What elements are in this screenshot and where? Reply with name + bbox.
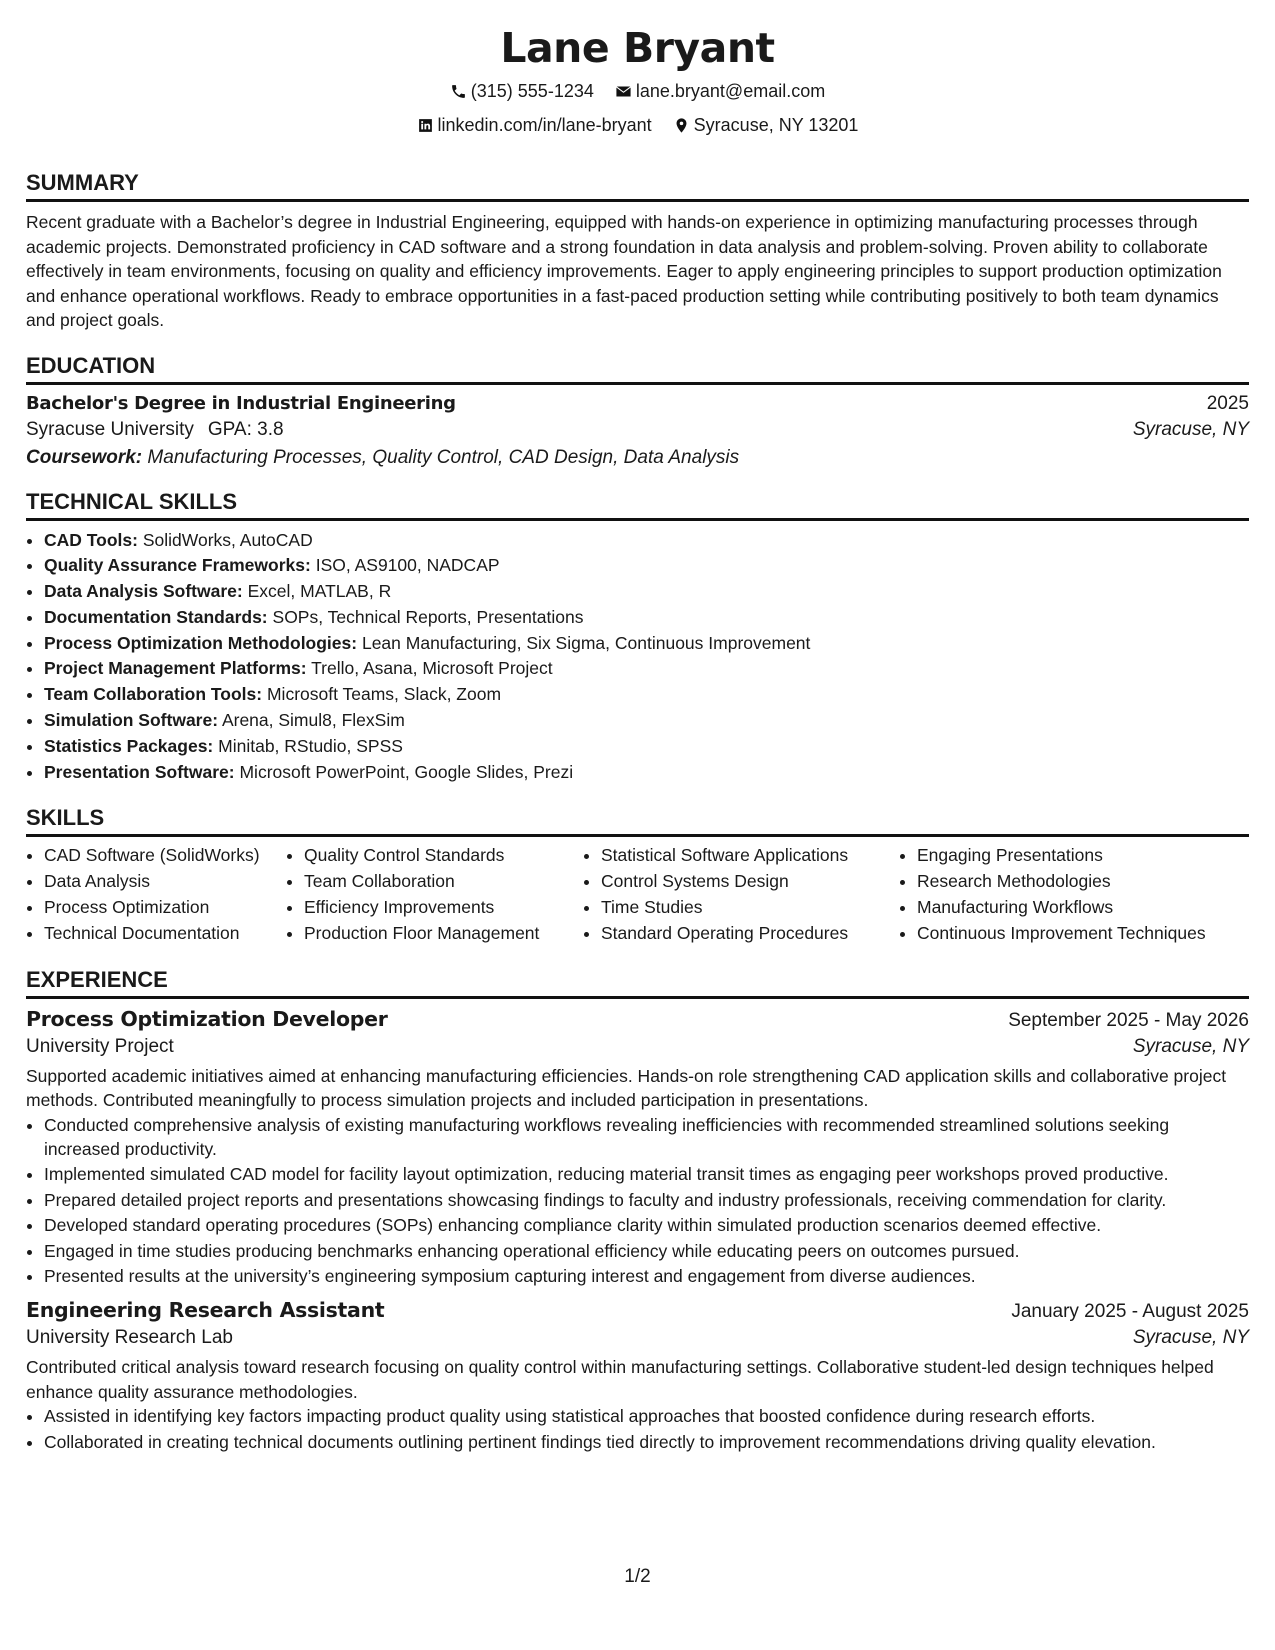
- skill-value: Microsoft Teams, Slack, Zoom: [266, 684, 502, 705]
- skill-value: Excel, MATLAB, R: [247, 581, 392, 602]
- list-item: • Technical Documentation: [44, 921, 286, 947]
- phone-contact: [450, 76, 594, 107]
- job-title-row: [26, 1298, 1249, 1323]
- list-item: • Quality Control Standards: [304, 843, 583, 869]
- list-item: • Efficiency Improvements: [304, 895, 583, 921]
- linkedin-icon: [417, 117, 434, 134]
- list-item: • CAD Software (SolidWorks): [44, 843, 286, 869]
- email-contact[interactable]: [615, 76, 825, 107]
- phone-text: (315) 555-1234: [470, 81, 594, 101]
- technical-skills-list: [26, 528, 1249, 786]
- skill-value: Microsoft PowerPoint, Google Slides, Prezi: [239, 761, 574, 782]
- skills-column-2: [286, 843, 583, 946]
- list-item: • Assisted in identifying key factors impacting product quality using statistical approaches that boosted confidence during research efforts.: [44, 1404, 1249, 1428]
- job-dates: September 2025 - May 2026: [1008, 1009, 1249, 1031]
- school-info: [26, 419, 284, 441]
- job-bullets: [26, 1404, 1249, 1454]
- list-item: • Control Systems Design: [601, 869, 899, 895]
- coursework: [26, 447, 1249, 469]
- list-item: • Developed standard operating procedures (SOPs) enhancing compliance clarity within simulated production scenarios deemed effective.: [44, 1213, 1249, 1237]
- skill-label: Presentation Software:: [44, 761, 235, 782]
- experience-heading: EXPERIENCE: [26, 967, 1249, 999]
- map-pin-icon: [673, 117, 690, 134]
- contact-line-2: [26, 110, 1249, 144]
- job-title-row: [26, 1007, 1249, 1032]
- summary-text: Recent graduate with a Bachelor’s degree in Industrial Engineering, equipped with hands-on experience in optimizing manufacturing processes through academic projects. Demonstrated proficiency in CAD software and a strong foundation in data analysis and problem-solving. Proven ability to collaborate effectively in team environments, focusing on quality and efficiency improvements. Eager to apply engineering principles to support production optimization and enhance operational workflows. Ready to embrace opportunities in a fast-paced production setting while contributing positively to both team dynamics and project goals.: [26, 212, 1222, 330]
- list-item: • Statistical Software Applications: [601, 843, 899, 869]
- list-item: [44, 708, 1249, 734]
- list-item: • Engaged in time studies producing benchmarks enhancing operational efficiency while educating peers on outcomes pursued.: [44, 1239, 1249, 1263]
- skill-value: SolidWorks, AutoCAD: [142, 529, 313, 550]
- list-item: • Team Collaboration: [304, 869, 583, 895]
- candidate-name: Lane Bryant: [500, 24, 775, 72]
- degree-title: Bachelor's Degree in Industrial Engineering: [26, 392, 456, 414]
- school-row: [26, 419, 1249, 441]
- graduation-year: 2025: [1206, 392, 1249, 414]
- job-bullets: [26, 1113, 1249, 1289]
- job-org-row: [26, 1036, 1249, 1058]
- gpa: GPA: 3.8: [207, 418, 284, 440]
- skill-value: Lean Manufacturing, Six Sigma, Continuous Improvement: [361, 632, 811, 653]
- list-item: • Research Methodologies: [917, 869, 1206, 895]
- skill-label: Project Management Platforms:: [44, 658, 307, 679]
- skill-label: CAD Tools:: [44, 529, 138, 550]
- education-row: [26, 393, 1249, 415]
- skill-label: Team Collaboration Tools:: [44, 684, 263, 705]
- skill-label: Documentation Standards:: [44, 606, 268, 627]
- list-item: • Standard Operating Procedures: [601, 921, 899, 947]
- list-item: [44, 605, 1249, 631]
- list-item: [44, 579, 1249, 605]
- list-item: [44, 631, 1249, 657]
- job-title: Process Optimization Developer: [26, 1006, 388, 1031]
- skill-label: Simulation Software:: [44, 710, 219, 731]
- location-text: Syracuse, NY 13201: [693, 115, 859, 135]
- list-item: [44, 553, 1249, 579]
- skill-label: Data Analysis Software:: [44, 581, 243, 602]
- skill-value: Arena, Simul8, FlexSim: [221, 710, 405, 731]
- list-item: [44, 528, 1249, 554]
- envelope-icon: [615, 83, 632, 100]
- list-item: [44, 760, 1249, 786]
- job-organization: University Project: [26, 1035, 174, 1057]
- job-org-row: [26, 1327, 1249, 1349]
- list-item: • Time Studies: [601, 895, 899, 921]
- coursework-label: Coursework:: [26, 446, 143, 468]
- skills-column-4: [899, 843, 1206, 946]
- skills-column-1: [26, 843, 286, 946]
- experience-entry-1: [26, 1007, 1249, 1289]
- skill-value: Minitab, RStudio, SPSS: [218, 735, 403, 756]
- skill-label: Process Optimization Methodologies:: [44, 632, 358, 653]
- list-item: • Continuous Improvement Techniques: [917, 921, 1206, 947]
- list-item: [44, 734, 1249, 760]
- skills-grid: [26, 843, 1249, 946]
- job-summary: Contributed critical analysis toward research focusing on quality control within manufacturing settings. Collaborative student-led design techniques helped enhance quality assurance methodologies.: [26, 1357, 1214, 1402]
- phone-icon: [450, 83, 467, 100]
- job-organization: University Research Lab: [26, 1327, 233, 1349]
- linkedin-contact[interactable]: [417, 110, 652, 141]
- coursework-list: Manufacturing Processes, Quality Control, CAD Design, Data Analysis: [147, 446, 740, 468]
- list-item: • Data Analysis: [44, 869, 286, 895]
- skill-value: SOPs, Technical Reports, Presentations: [272, 606, 584, 627]
- list-item: • Collaborated in creating technical documents outlining pertinent findings tied directly to improvement recommendations driving quality elevation.: [44, 1430, 1249, 1454]
- page-number: 1/2: [624, 1566, 651, 1587]
- list-item: [44, 682, 1249, 708]
- experience-entry-2: [26, 1298, 1249, 1454]
- list-item: • Presented results at the university’s engineering symposium capturing interest and engagement from diverse audiences.: [44, 1264, 1249, 1288]
- skill-label: Statistics Packages:: [44, 735, 214, 756]
- job-dates: January 2025 - August 2025: [1011, 1301, 1249, 1323]
- location-contact: [673, 110, 859, 141]
- job-summary: Supported academic initiatives aimed at enhancing manufacturing efficiencies. Hands-on role strengthening CAD application skills and collaborative project methods. Contributed meaningfully to process simulation projects and included participation in presentations.: [26, 1065, 1227, 1111]
- skill-label: Quality Assurance Frameworks:: [44, 555, 311, 576]
- job-location: Syracuse, NY: [1132, 1035, 1249, 1057]
- list-item: • Production Floor Management: [304, 921, 583, 947]
- list-item: [44, 656, 1249, 682]
- skill-value: ISO, AS9100, NADCAP: [315, 555, 500, 576]
- resume-page: [26, 18, 1249, 1455]
- school-name: Syracuse University: [26, 418, 194, 440]
- linkedin-text[interactable]: linkedin.com/in/lane-bryant: [437, 115, 652, 135]
- school-location: Syracuse, NY: [1132, 418, 1249, 440]
- job-title: Engineering Research Assistant: [26, 1298, 385, 1323]
- skills-column-3: [583, 843, 899, 946]
- skills-heading: SKILLS: [26, 805, 1249, 837]
- email-text[interactable]: lane.bryant@email.com: [635, 81, 826, 101]
- job-location: Syracuse, NY: [1132, 1327, 1249, 1349]
- technical-skills-heading: TECHNICAL SKILLS: [26, 489, 1249, 521]
- summary-heading: SUMMARY: [26, 170, 1249, 202]
- education-heading: EDUCATION: [26, 353, 1249, 385]
- contact-line-1: [26, 76, 1249, 110]
- list-item: • Implemented simulated CAD model for facility layout optimization, reducing material transit times as engaging peer workshops proved productive.: [44, 1162, 1249, 1186]
- list-item: • Prepared detailed project reports and presentations showcasing findings to faculty and industry professionals, receiving commendation for clarity.: [44, 1188, 1249, 1212]
- list-item: • Process Optimization: [44, 895, 286, 921]
- list-item: • Conducted comprehensive analysis of existing manufacturing workflows revealing inefficiencies with recommended streamlined solutions seeking increased productivity.: [44, 1113, 1249, 1161]
- skill-value: Trello, Asana, Microsoft Project: [311, 658, 553, 679]
- list-item: • Manufacturing Workflows: [917, 895, 1206, 921]
- list-item: • Engaging Presentations: [917, 843, 1206, 869]
